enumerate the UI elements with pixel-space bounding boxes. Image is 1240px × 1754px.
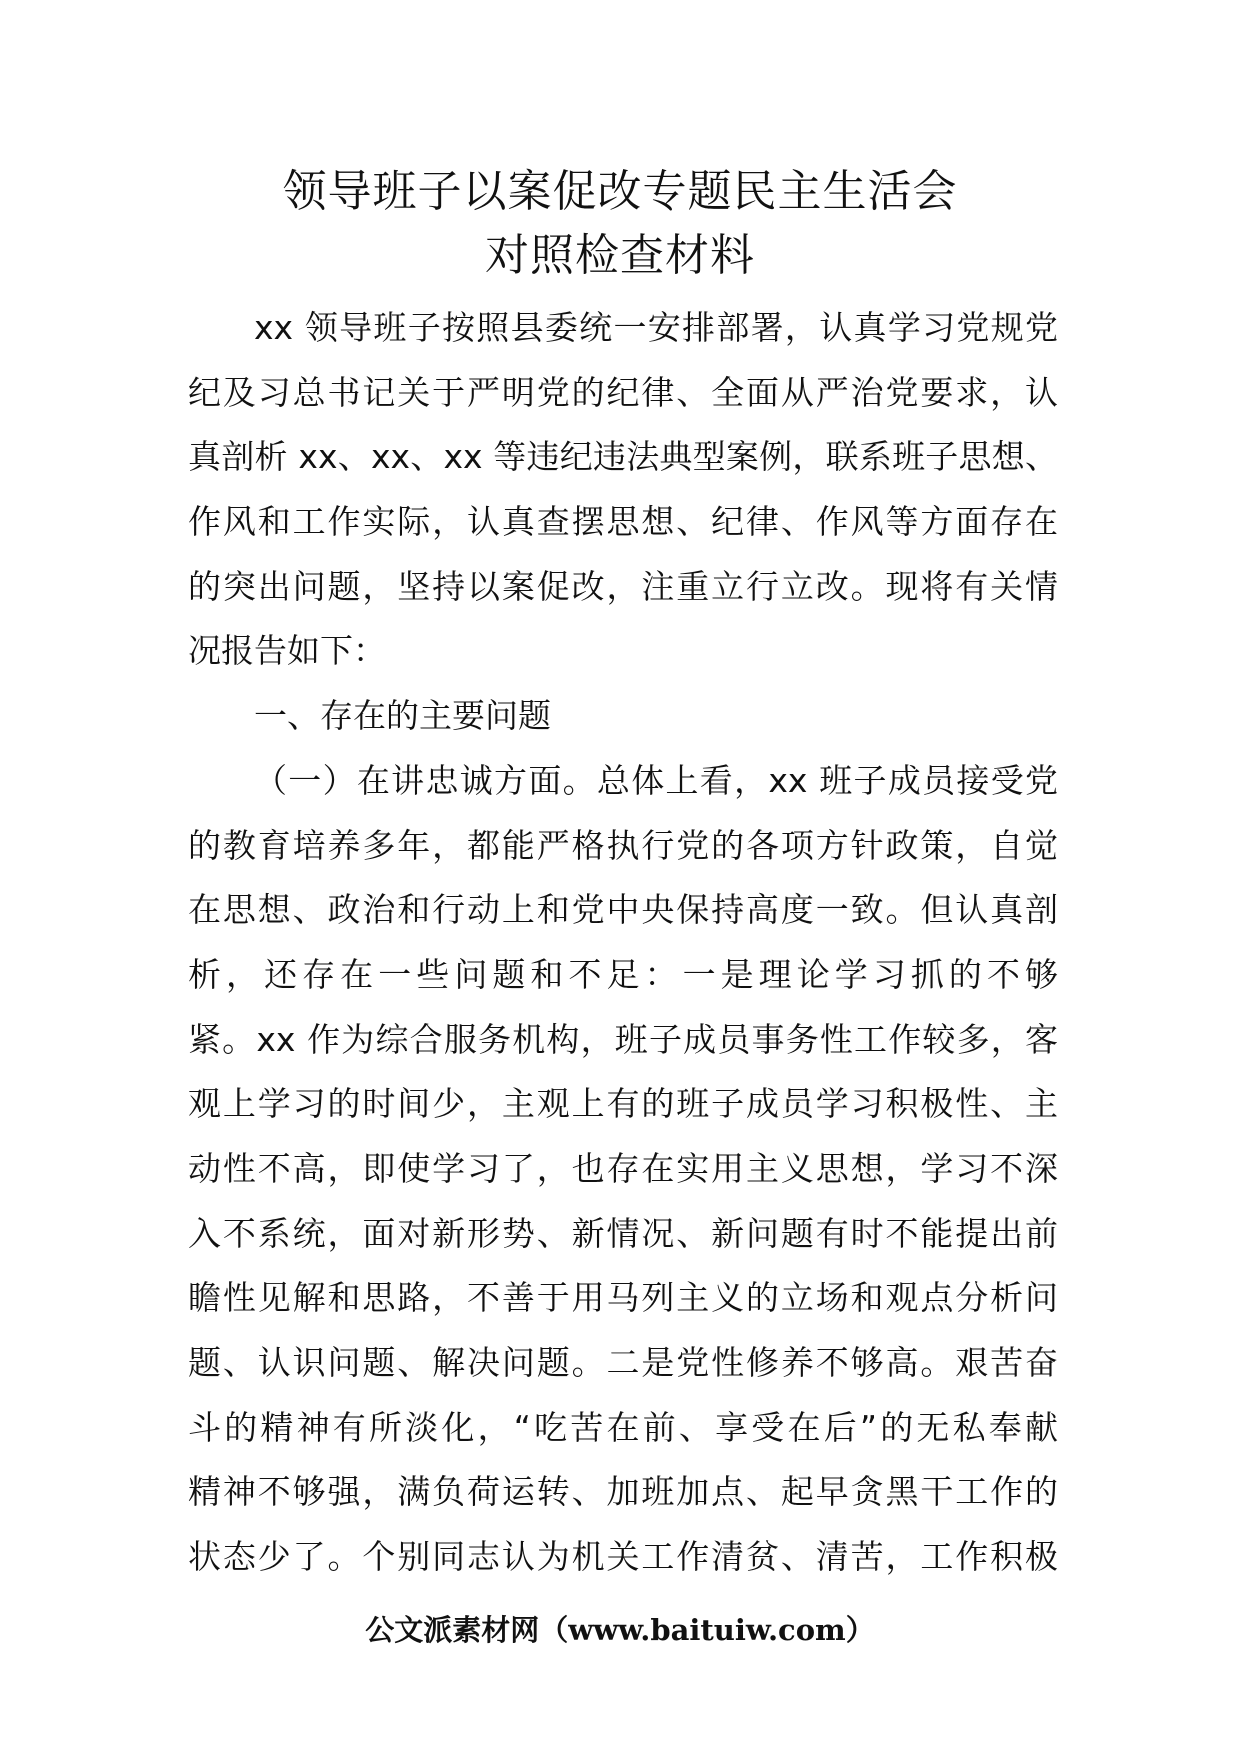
document-body <box>188 296 1058 1590</box>
document-title <box>0 160 1240 288</box>
body-line: xx 领导班子按照县委统一安排部署，认真学习党规党 <box>254 308 1058 347</box>
body-line: 况报告如下： <box>188 631 386 671</box>
body-line: 在思想、政治和行动上和党中央保持高度一致。但认真剖 <box>188 890 1058 930</box>
body-line: 题、认识问题、解决问题。二是党性修养不够高。艰苦奋 <box>188 1343 1058 1382</box>
body-line: 斗的精神有所淡化，“吃苦在前、享受在后”的无私奉献 <box>188 1407 1058 1447</box>
body-line: 析，还存在一些问题和不足：一是理论学习抓的不够 <box>188 954 1058 994</box>
body-line: 瞻性见解和思路，不善于用马列主义的立场和观点分析问 <box>188 1278 1058 1318</box>
body-line: 精神不够强，满负荷运转、加班加点、起早贪黑干工作的 <box>188 1472 1058 1512</box>
title-line-2: 对照检查材料 <box>485 230 755 281</box>
body-line: 一、存在的主要问题 <box>254 696 551 736</box>
title-line-1: 领导班子以案促改专题民主生活会 <box>282 166 958 217</box>
body-line: 纪及习总书记关于严明党的纪律、全面从严治党要求，认 <box>188 372 1058 412</box>
body-line: 的教育培养多年，都能严格执行党的各项方针政策，自觉 <box>188 825 1058 865</box>
body-line: 状态少了。个别同志认为机关工作清贫、清苦，工作积极 <box>188 1537 1058 1577</box>
body-line: 动性不高，即使学习了，也存在实用主义思想，学习不深 <box>188 1148 1058 1188</box>
body-line: 入不系统，面对新形势、新情况、新问题有时不能提出前 <box>188 1213 1058 1253</box>
body-line: 作风和工作实际，认真查摆思想、纪律、作风等方面存在 <box>188 502 1058 542</box>
body-line: 紧。xx 作为综合服务机构，班子成员事务性工作较多，客 <box>188 1019 1058 1059</box>
body-line: 观上学习的时间少，主观上有的班子成员学习积极性、主 <box>188 1084 1058 1124</box>
body-line: （一）在讲忠诚方面。总体上看，xx 班子成员接受党 <box>254 760 1058 800</box>
body-line: 真剖析 xx、xx、xx 等违纪违法典型案例，联系班子思想、 <box>188 437 1058 477</box>
body-line: 的突出问题，坚持以案促改，注重立行立改。现将有关情 <box>188 566 1058 606</box>
footer-watermark: 公文派素材网（www.baituiw.com） <box>365 1613 875 1647</box>
